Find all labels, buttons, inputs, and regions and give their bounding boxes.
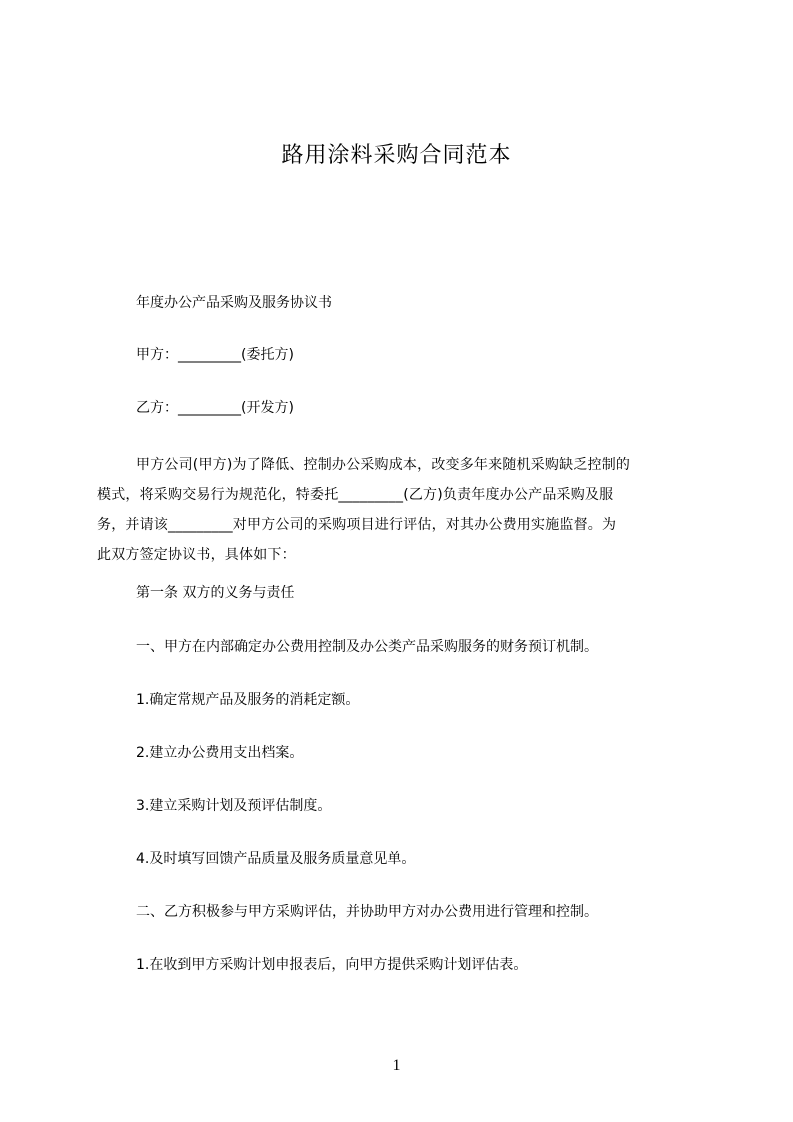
party-a-line: 甲方：_________(委托方) xyxy=(136,347,294,363)
list-item: 2.建立办公费用支出档案。 xyxy=(136,745,304,761)
article-1-heading: 第一条 双方的义务与责任 xyxy=(136,585,295,601)
list-item: 3.建立采购计划及预评估制度。 xyxy=(136,798,332,814)
agreement-subtitle: 年度办公产品采购及服务协议书 xyxy=(136,295,332,311)
intro-line: 模式，将采购交易行为规范化，特委托_________(乙方)负责年度办公产品采购及服 xyxy=(97,487,614,503)
intro-line: 务，并请该_________对甲方公司的采购项目进行评估，对其办公费用实施监督。为 xyxy=(97,517,617,533)
list-item: 4.及时填写回馈产品质量及服务质量意见单。 xyxy=(136,851,416,867)
intro-paragraph xyxy=(97,450,703,570)
intro-line: 甲方公司(甲方)为了降低、控制办公采购成本，改变多年来随机采购缺乏控制的 xyxy=(136,457,631,473)
document-title: 路用涂料采购合同范本 xyxy=(281,143,512,168)
section-2-heading: 二、乙方积极参与甲方采购评估，并协助甲方对办公费用进行管理和控制。 xyxy=(136,904,598,920)
list-item: 1.在收到甲方采购计划申报表后，向甲方提供采购计划评估表。 xyxy=(136,957,528,973)
intro-line: 此双方签定协议书，具体如下： xyxy=(97,547,296,563)
list-item: 1.确定常规产品及服务的消耗定额。 xyxy=(136,692,360,708)
section-1-heading: 一、甲方在内部确定办公费用控制及办公类产品采购服务的财务预订机制。 xyxy=(136,639,598,655)
page-number: 1 xyxy=(392,1057,401,1074)
party-b-line: 乙方：_________(开发方) xyxy=(136,400,294,416)
